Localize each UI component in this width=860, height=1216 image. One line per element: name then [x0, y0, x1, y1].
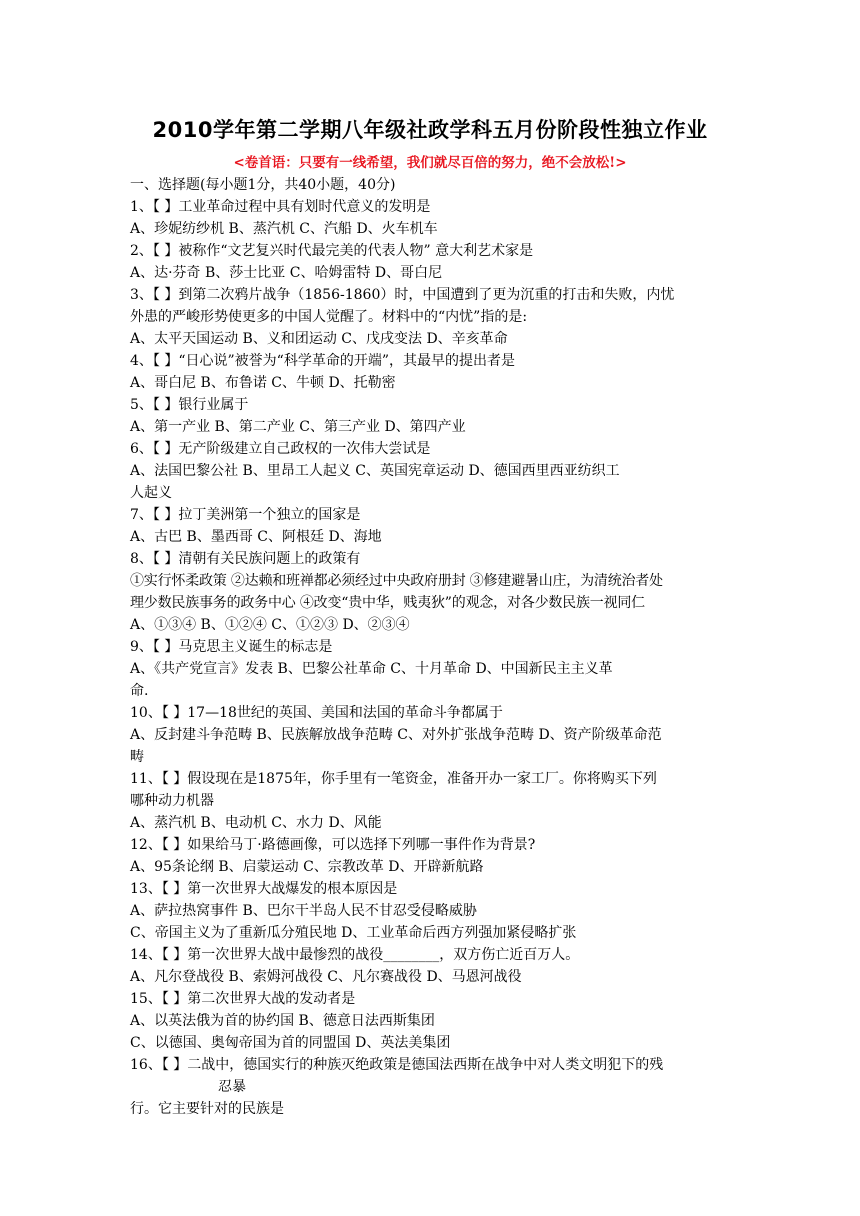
question-16-stem: 16、【 】二战中，德国实行的种族灭绝政策是德国法西斯在战争中对人类文明犯下的残: [130, 1057, 664, 1073]
question-13-stem: 13、【 】第一次世界大战爆发的根本原因是: [130, 881, 398, 897]
question-16-stem-wrap: 忍暴: [218, 1079, 246, 1095]
question-3-options: A、太平天国运动 B、义和团运动 C、戊戌变法 D、辛亥革命: [130, 331, 508, 347]
motto-line: <卷首语：只要有一线希望，我们就尽百倍的努力，绝不会放松!>: [233, 155, 627, 171]
question-15-options: A、以英法俄为首的协约国 B、德意日法西斯集团: [130, 1013, 435, 1029]
question-8-statements-continued: 理少数民族事务的政务中心 ④改变“贵中华，贱夷狄”的观念，对各少数民族一视同仁: [130, 595, 645, 611]
question-9-stem: 9、【 】马克思主义诞生的标志是: [130, 639, 333, 655]
question-12-stem: 12、【 】如果给马丁·路德画像，可以选择下列哪一事件作为背景?: [130, 837, 536, 853]
question-5-options: A、第一产业 B、第二产业 C、第三产业 D、第四产业: [130, 419, 466, 435]
question-8-statements: ①实行怀柔政策 ②达赖和班禅都必须经过中央政府册封 ③修建避暑山庄，为清统治者处: [130, 573, 663, 589]
question-2-stem: 2、【 】被称作“文艺复兴时代最完美的代表人物” 意大利艺术家是: [130, 243, 534, 259]
section-heading: 一、选择题(每小题1分，共40小题，40分): [130, 177, 396, 193]
question-5-stem: 5、【 】银行业属于: [130, 397, 249, 413]
question-3-stem-continued: 外患的严峻形势使更多的中国人觉醒了。材料中的“内忧”指的是:: [130, 309, 528, 325]
question-10-options: A、反封建斗争范畴 B、民族解放战争范畴 C、对外扩张战争范畴 D、资产阶级革命范: [130, 727, 662, 743]
question-1-options: A、珍妮纺纱机 B、蒸汽机 C、汽船 D、火车机车: [130, 221, 438, 237]
question-6-options-continued: 人起义: [130, 485, 172, 501]
question-15-options-continued: C、以德国、奥匈帝国为首的同盟国 D、英法美集团: [130, 1035, 451, 1051]
question-11-stem-continued: 哪种动力机器: [130, 793, 214, 809]
question-7-stem: 7、【 】拉丁美洲第一个独立的国家是: [130, 507, 361, 523]
question-2-options: A、达·芬奇 B、莎士比亚 C、哈姆雷特 D、哥白尼: [130, 265, 443, 281]
question-9-options-continued: 命.: [130, 683, 149, 699]
question-6-options: A、法国巴黎公社 B、里昂工人起义 C、英国宪章运动 D、德国西里西亚纺织工: [130, 463, 620, 479]
question-1-stem: 1、【 】工业革命过程中具有划时代意义的发明是: [130, 199, 431, 215]
question-7-options: A、古巴 B、墨西哥 C、阿根廷 D、海地: [130, 529, 382, 545]
question-6-stem: 6、【 】无产阶级建立自己政权的一次伟大尝试是: [130, 441, 431, 457]
question-13-options-continued: C、帝国主义为了重新瓜分殖民地 D、工业革命后西方列强加紧侵略扩张: [130, 925, 577, 941]
question-9-options: A、《共产党宣言》发表 B、巴黎公社革命 C、十月革命 D、中国新民主主义革: [130, 661, 613, 677]
question-10-stem: 10、【 】17—18世纪的英国、美国和法国的革命斗争都属于: [130, 705, 503, 721]
question-15-stem: 15、【 】第二次世界大战的发动者是: [130, 991, 356, 1007]
question-3-stem: 3、【 】到第二次鸦片战争（1856-1860）时，中国遭到了更为沉重的打击和失败，内忧: [130, 287, 675, 303]
question-11-stem: 11、【 】假设现在是1875年，你手里有一笔资金，准备开办一家工厂。你将购买下列: [130, 771, 657, 787]
question-4-options: A、哥白尼 B、布鲁诺 C、牛顿 D、托勒密: [130, 375, 396, 391]
question-4-stem: 4、【 】“日心说”被誉为“科学革命的开端”，其最早的提出者是: [130, 353, 515, 369]
question-14-stem: 14、【 】第一次世界大战中最惨烈的战役________，双方伤亡近百万人。: [130, 947, 580, 963]
question-13-options: A、萨拉热窝事件 B、巴尔干半岛人民不甘忍受侵略威胁: [130, 903, 477, 919]
question-10-options-continued: 畴: [130, 749, 144, 765]
question-16-stem-continued: 行。它主要针对的民族是: [130, 1101, 284, 1117]
question-14-options: A、凡尔登战役 B、索姆河战役 C、凡尔赛战役 D、马恩河战役: [130, 969, 522, 985]
question-11-options: A、蒸汽机 B、电动机 C、水力 D、风能: [130, 815, 382, 831]
question-12-options: A、95条论纲 B、启蒙运动 C、宗教改革 D、开辟新航路: [130, 859, 484, 875]
question-8-options: A、①③④ B、①②④ C、①②③ D、②③④: [130, 617, 410, 633]
question-8-stem: 8、【 】清朝有关民族问题上的政策有: [130, 551, 361, 567]
document-title: 2010学年第二学期八年级社政学科五月份阶段性独立作业: [152, 118, 708, 142]
